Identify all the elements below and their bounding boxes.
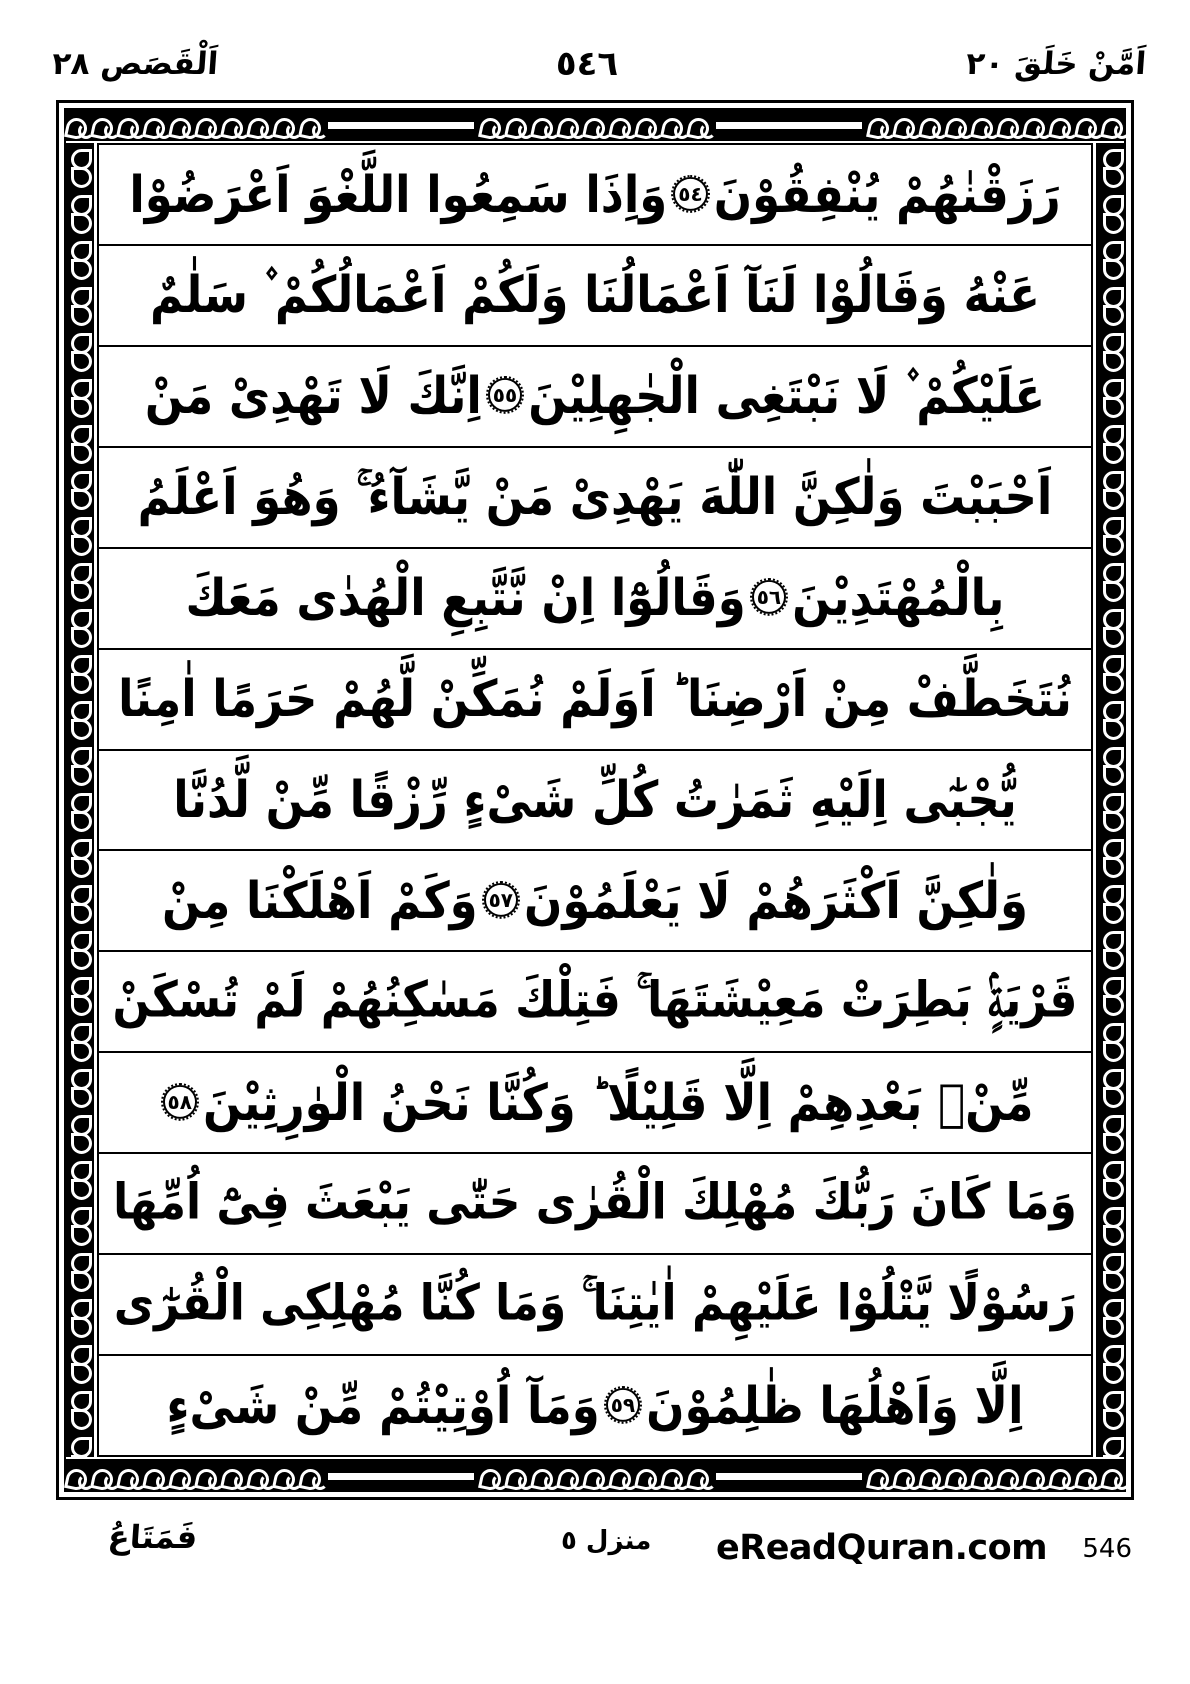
scroll-curl-icon bbox=[608, 117, 634, 134]
rail-curl-icon bbox=[1096, 143, 1126, 189]
rail-curl-icon bbox=[64, 649, 94, 695]
scroll-curl-icon bbox=[220, 117, 246, 134]
scroll-curl-icon bbox=[866, 117, 892, 134]
scroll-curl-icon bbox=[168, 1468, 194, 1485]
ayah-line bbox=[99, 751, 1091, 852]
scroll-curl-icon bbox=[1048, 117, 1074, 134]
scroll-curl-icon bbox=[1048, 1468, 1074, 1485]
rail-curl-icon bbox=[1096, 327, 1126, 373]
ornamental-band-bottom bbox=[64, 1459, 1126, 1492]
rail-curl-icon bbox=[1096, 925, 1126, 971]
rail-curl-icon bbox=[64, 281, 94, 327]
rail-curl-icon bbox=[64, 925, 94, 971]
scroll-curl-icon bbox=[582, 1468, 608, 1485]
rail-curl-icon bbox=[1096, 419, 1126, 465]
scroll-curl-icon bbox=[556, 1468, 582, 1485]
scroll-curl-icon bbox=[194, 117, 220, 134]
rail-curl-icon bbox=[1096, 511, 1126, 557]
band-gap bbox=[716, 1473, 862, 1480]
ayah-text bbox=[107, 972, 1083, 1030]
rail-curl-icon bbox=[1096, 1109, 1126, 1155]
scroll-curl-icon bbox=[246, 117, 272, 134]
scroll-ornament bbox=[866, 117, 1126, 134]
scroll-curl-icon bbox=[582, 117, 608, 134]
scroll-curl-icon bbox=[64, 1468, 90, 1485]
scroll-curl-icon bbox=[892, 117, 918, 134]
scroll-curl-icon bbox=[90, 117, 116, 134]
verse-number-marker: ٥٦ bbox=[752, 580, 786, 614]
rail-curl-icon bbox=[64, 557, 94, 603]
scroll-ornament bbox=[478, 1468, 712, 1485]
rail-curl-icon bbox=[1096, 373, 1126, 419]
rail-curl-icon bbox=[1096, 1293, 1126, 1339]
catchword: فَمَتَاعُ bbox=[106, 1518, 199, 1556]
scroll-ornament bbox=[64, 117, 324, 134]
ayah-text bbox=[107, 668, 1083, 729]
scroll-curl-icon bbox=[686, 117, 712, 134]
scroll-curl-icon bbox=[686, 1468, 712, 1485]
ayah-segment: اِنَّكَ لَا تَهْدِىْ مَنْ bbox=[144, 366, 482, 426]
rail-curl-icon bbox=[64, 833, 94, 879]
rail-curl-icon bbox=[64, 971, 94, 1017]
rail-curl-icon bbox=[64, 1247, 94, 1293]
ayah-segment: رَسُوْلًا يَّتْلُوْا عَلَيْهِمْ اٰيٰتِنَا ۚ وَمَا كُنَّا مُهْلِكِى الْقُرٰٓى bbox=[113, 1274, 1077, 1333]
scroll-curl-icon bbox=[504, 117, 530, 134]
scroll-curl-icon bbox=[660, 1468, 686, 1485]
rail-curl-icon bbox=[1096, 787, 1126, 833]
ayah-line bbox=[99, 650, 1091, 751]
ayah-text bbox=[107, 366, 1083, 426]
rail-curl-icon bbox=[1096, 1017, 1126, 1063]
rail-curl-icon bbox=[1096, 649, 1126, 695]
scroll-curl-icon bbox=[970, 1468, 996, 1485]
rail-curl-icon bbox=[1096, 603, 1126, 649]
rail-curl-icon bbox=[64, 1293, 94, 1339]
manzil-label: منزل ٥ bbox=[561, 1526, 652, 1556]
rail-curl-icon bbox=[64, 235, 94, 281]
scroll-curl-icon bbox=[246, 1468, 272, 1485]
ornamental-band-top bbox=[64, 108, 1126, 141]
verse-number-marker: ٥٤ bbox=[673, 176, 707, 210]
ayah-text bbox=[107, 870, 1083, 931]
scroll-curl-icon bbox=[634, 1468, 660, 1485]
band-gap bbox=[328, 122, 474, 129]
page-number-latin: 546 bbox=[1082, 1534, 1132, 1564]
rail-curl-icon bbox=[1096, 235, 1126, 281]
ayah-line bbox=[99, 1255, 1091, 1356]
ayah-segment: بِالْمُهْتَدِيْنَ bbox=[792, 567, 1005, 628]
ayah-line bbox=[99, 1053, 1091, 1154]
rail-curl-icon bbox=[1096, 1155, 1126, 1201]
rail-curl-icon bbox=[1096, 1339, 1126, 1385]
rail-curl-icon bbox=[64, 1201, 94, 1247]
ayah-segment: وَمَآ اُوْتِيْتُمْ مِّنْ شَىْءٍ bbox=[166, 1375, 600, 1435]
scroll-curl-icon bbox=[142, 1468, 168, 1485]
quran-page-frame bbox=[56, 100, 1134, 1500]
rail-curl-icon bbox=[64, 1339, 94, 1385]
rail-curl-icon bbox=[1096, 557, 1126, 603]
ayah-text bbox=[107, 164, 1083, 224]
scroll-curl-icon bbox=[1022, 117, 1048, 134]
page-footer bbox=[56, 1512, 1146, 1602]
band-gap bbox=[716, 122, 862, 129]
rail-curl-icon bbox=[1096, 695, 1126, 741]
scroll-ornament bbox=[866, 1468, 1126, 1485]
ayah-line bbox=[99, 851, 1091, 952]
scroll-curl-icon bbox=[220, 1468, 246, 1485]
rail-curl-icon bbox=[1096, 1385, 1126, 1431]
rail-curl-icon bbox=[64, 695, 94, 741]
ayah-segment: وَاِذَا سَمِعُوا اللَّغْوَ اَعْرَضُوْا bbox=[129, 164, 668, 224]
quran-text-block bbox=[97, 143, 1093, 1457]
ornamental-rail-left bbox=[64, 143, 94, 1457]
scroll-curl-icon bbox=[944, 117, 970, 134]
rail-curl-icon bbox=[64, 1431, 94, 1457]
scroll-curl-icon bbox=[1074, 117, 1100, 134]
rail-curl-icon bbox=[64, 603, 94, 649]
scroll-curl-icon bbox=[996, 1468, 1022, 1485]
verse-number-marker: ٥٥ bbox=[488, 378, 522, 412]
scroll-curl-icon bbox=[996, 117, 1022, 134]
ayah-text bbox=[107, 265, 1083, 325]
rail-curl-icon bbox=[64, 189, 94, 235]
ayah-line bbox=[99, 1356, 1091, 1455]
rail-curl-icon bbox=[1096, 281, 1126, 327]
ayah-segment: مِّنْۢ بَعْدِهِمْ اِلَّا قَلِيْلًا ؕ وَكُنَّا نَحْنُ الْوٰرِثِيْنَ bbox=[202, 1072, 1034, 1132]
scroll-curl-icon bbox=[478, 117, 504, 134]
rail-curl-icon bbox=[1096, 833, 1126, 879]
verse-number-marker: ٥٨ bbox=[163, 1085, 197, 1119]
ayah-line bbox=[99, 347, 1091, 448]
rail-curl-icon bbox=[1096, 879, 1126, 925]
ayah-line bbox=[99, 952, 1091, 1053]
scroll-curl-icon bbox=[970, 117, 996, 134]
page-number-arabic: ٥٤٦ bbox=[555, 44, 619, 84]
ayah-segment: قَرْيَةٍۢ بَطِرَتْ مَعِيْشَتَهَا ۚ فَتِلْكَ مَسٰكِنُهُمْ لَمْ تُسْكَنْ bbox=[112, 972, 1078, 1030]
scroll-curl-icon bbox=[918, 117, 944, 134]
scroll-curl-icon bbox=[918, 1468, 944, 1485]
rail-curl-icon bbox=[64, 1385, 94, 1431]
rail-curl-icon bbox=[64, 465, 94, 511]
scroll-curl-icon bbox=[272, 1468, 298, 1485]
ayah-segment: نُتَخَطَّفْ مِنْ اَرْضِنَا ؕ اَوَلَمْ نُمَكِّنْ لَّهُمْ حَرَمًا اٰمِنًا bbox=[118, 668, 1072, 729]
scroll-curl-icon bbox=[1100, 1468, 1126, 1485]
scroll-curl-icon bbox=[634, 117, 660, 134]
ayah-text bbox=[107, 1375, 1083, 1435]
ayah-segment: اَحْبَبْتَ وَلٰكِنَّ اللّٰهَ يَهْدِىْ مَنْ يَّشَآءُ ۚ وَهُوَ اَعْلَمُ bbox=[137, 467, 1053, 527]
ayah-line bbox=[99, 549, 1091, 650]
scroll-curl-icon bbox=[142, 117, 168, 134]
ayah-segment: وَلٰكِنَّ اَكْثَرَهُمْ لَا يَعْلَمُوْنَ bbox=[524, 870, 1028, 931]
verse-number-marker: ٥٧ bbox=[484, 883, 518, 917]
scroll-curl-icon bbox=[504, 1468, 530, 1485]
ayah-segment: وَمَا كَانَ رَبُّكَ مُهْلِكَ الْقُرٰى حَتّٰى يَبْعَثَ فِىْٓ اُمِّهَا bbox=[113, 1174, 1077, 1232]
rail-curl-icon bbox=[1096, 1063, 1126, 1109]
ayah-text bbox=[107, 467, 1083, 527]
scroll-curl-icon bbox=[866, 1468, 892, 1485]
scroll-curl-icon bbox=[530, 1468, 556, 1485]
ayah-line bbox=[99, 448, 1091, 549]
ayah-text bbox=[107, 567, 1083, 628]
page-header bbox=[52, 34, 1146, 94]
ayah-segment: وَكَمْ اَهْلَكْنَا مِنْ bbox=[162, 870, 478, 931]
rail-curl-icon bbox=[64, 879, 94, 925]
scroll-run-top bbox=[64, 117, 1126, 134]
scroll-ornament bbox=[64, 1468, 324, 1485]
rail-curl-icon bbox=[64, 143, 94, 189]
scroll-curl-icon bbox=[1074, 1468, 1100, 1485]
ayah-segment: يُّجْبٰٓى اِلَيْهِ ثَمَرٰتُ كُلِّ شَىْءٍ رِّزْقًا مِّنْ لَّدُنَّا bbox=[173, 769, 1017, 830]
ayah-text bbox=[107, 1274, 1083, 1333]
scroll-curl-icon bbox=[556, 117, 582, 134]
scroll-curl-icon bbox=[64, 117, 90, 134]
verse-number-marker: ٥٩ bbox=[606, 1388, 640, 1422]
band-gap bbox=[328, 1473, 474, 1480]
ayah-segment: اِلَّا وَاَهْلُهَا ظٰلِمُوْنَ bbox=[646, 1375, 1024, 1435]
rail-curl-icon bbox=[1096, 971, 1126, 1017]
scroll-curl-icon bbox=[660, 117, 686, 134]
ornamental-rail-right bbox=[1096, 143, 1126, 1457]
site-watermark: eReadQuran.com bbox=[716, 1528, 1048, 1568]
ayah-segment: عَلَيْكُمْ ۫ لَا نَبْتَغِى الْجٰهِلِيْنَ bbox=[528, 366, 1046, 426]
rail-curl-icon bbox=[64, 511, 94, 557]
rail-curl-icon bbox=[64, 327, 94, 373]
ayah-segment: عَنْهُ وَقَالُوْا لَنَآ اَعْمَالُنَا وَلَكُمْ اَعْمَالُكُمْ ۫ سَلٰمٌ bbox=[150, 265, 1040, 325]
ayah-segment: رَزَقْنٰهُمْ يُنْفِقُوْنَ bbox=[713, 164, 1061, 224]
ayah-segment: وَقَالُوْٓا اِنْ نَّتَّبِعِ الْهُدٰى مَعَكَ bbox=[185, 567, 746, 628]
scroll-curl-icon bbox=[530, 117, 556, 134]
juz-name-header: اَمَّنْ خَلَقَ ٢٠ bbox=[964, 45, 1148, 82]
ayah-text bbox=[107, 1174, 1083, 1232]
ayah-line bbox=[99, 246, 1091, 347]
scroll-curl-icon bbox=[608, 1468, 634, 1485]
rail-curl-icon bbox=[64, 1109, 94, 1155]
scroll-curl-icon bbox=[194, 1468, 220, 1485]
rail-curl-icon bbox=[64, 741, 94, 787]
scroll-curl-icon bbox=[892, 1468, 918, 1485]
scroll-curl-icon bbox=[272, 117, 298, 134]
rail-curl-icon bbox=[1096, 1201, 1126, 1247]
scroll-curl-icon bbox=[1100, 117, 1126, 134]
scroll-curl-icon bbox=[116, 117, 142, 134]
rail-curl-icon bbox=[64, 373, 94, 419]
rail-curl-icon bbox=[1096, 741, 1126, 787]
rail-curl-icon bbox=[64, 1155, 94, 1201]
scroll-curl-icon bbox=[90, 1468, 116, 1485]
rail-curl-icon bbox=[64, 1017, 94, 1063]
scroll-curl-icon bbox=[298, 1468, 324, 1485]
scroll-curl-icon bbox=[298, 117, 324, 134]
ayah-line bbox=[99, 145, 1091, 246]
scroll-curl-icon bbox=[478, 1468, 504, 1485]
rail-curl-icon bbox=[64, 419, 94, 465]
scroll-run-bottom bbox=[64, 1468, 1126, 1485]
rail-curl-icon bbox=[1096, 1431, 1126, 1457]
surah-name-header: اَلْقَصَص ٢٨ bbox=[50, 45, 220, 82]
scroll-curl-icon bbox=[116, 1468, 142, 1485]
ayah-text bbox=[107, 769, 1083, 830]
scroll-curl-icon bbox=[944, 1468, 970, 1485]
ayah-text bbox=[107, 1072, 1083, 1132]
scroll-curl-icon bbox=[168, 117, 194, 134]
scroll-ornament bbox=[478, 117, 712, 134]
rail-curl-icon bbox=[64, 1063, 94, 1109]
rail-curl-icon bbox=[1096, 1247, 1126, 1293]
rail-curl-icon bbox=[1096, 189, 1126, 235]
rail-curl-icon bbox=[64, 787, 94, 833]
rail-curl-icon bbox=[1096, 465, 1126, 511]
ayah-line bbox=[99, 1154, 1091, 1255]
scroll-curl-icon bbox=[1022, 1468, 1048, 1485]
